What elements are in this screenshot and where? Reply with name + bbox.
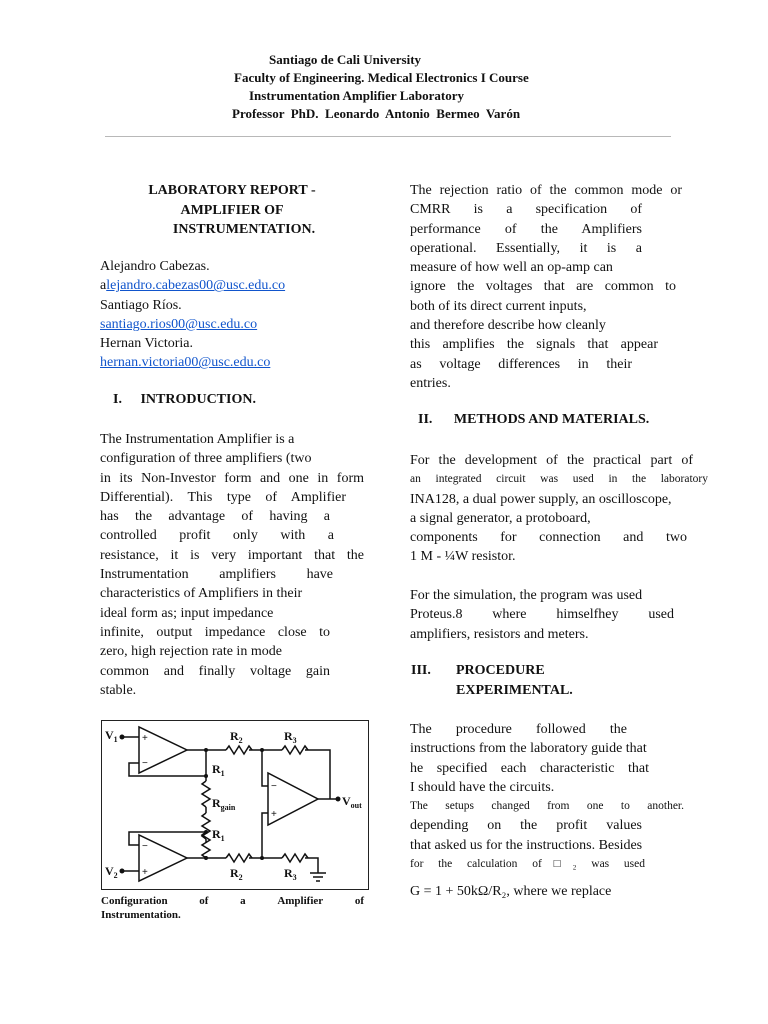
- r3-top-label: $R_3$: [284, 729, 297, 745]
- author-email-link[interactable]: hernan.victoria00@usc.edu.co: [100, 355, 271, 371]
- text-line: For the simulation, the program was used: [410, 588, 643, 603]
- text-line: performance of the Amplifiers: [410, 221, 642, 237]
- instrumentation-amplifier-figure: [101, 720, 369, 890]
- opamp-1-plus: +: [142, 733, 148, 744]
- v2-label: $V_2$: [105, 864, 118, 880]
- professor-name: Professor PhD. Leonardo Antonio Bermeo Varón: [232, 106, 521, 121]
- report-title-line: LABORATORY REPORT -: [148, 183, 316, 198]
- section-title: PROCEDURE: [456, 663, 545, 678]
- section-number: III.: [411, 663, 431, 678]
- header-divider: [105, 136, 671, 137]
- author-name: Hernan Victoria.: [100, 336, 193, 352]
- text-line: controlled profit only with a: [100, 528, 334, 544]
- r2-top-label: $R_2$: [230, 729, 243, 745]
- text-line: as voltage differences in their: [410, 356, 632, 372]
- circuit-diagram: [102, 721, 368, 889]
- university-name: Santiago de Cali University: [269, 52, 422, 67]
- section-heading: [418, 412, 649, 428]
- text-line: 1 M - ¼W resistor.: [410, 549, 516, 565]
- cmrr-paragraph: [410, 181, 682, 393]
- lab-title: Instrumentation Amplifier Laboratory: [249, 88, 464, 103]
- procedure-paragraph: [410, 720, 708, 874]
- text-line: CMRR is a specification of: [410, 202, 642, 218]
- vout-label: $V_{out}$: [342, 794, 362, 810]
- r2-top-zigzag: [226, 746, 252, 754]
- report-title: [100, 181, 364, 240]
- author-name: Santiago Ríos.: [100, 297, 182, 313]
- r1-top-label: $R_1$: [212, 762, 225, 778]
- opamp-2-plus: +: [142, 867, 148, 878]
- text-line: a signal generator, a protoboard,: [410, 510, 591, 526]
- text-line: operational. Essentially, it is a: [410, 240, 642, 256]
- section-title: EXPERIMENTAL.: [456, 683, 573, 698]
- faculty-course: Faculty of Engineering. Medical Electronics I Course: [234, 70, 529, 85]
- text-line: common and finally voltage gain: [100, 663, 330, 679]
- text-line: infinite, output impedance close to: [100, 624, 330, 640]
- section-heading: [411, 663, 573, 698]
- text-line: ideal form as; input impedance: [100, 605, 274, 621]
- text-line: he specified each characteristic that: [410, 760, 649, 776]
- simulation-paragraph: [410, 586, 682, 644]
- opamp-1-minus: −: [142, 758, 148, 769]
- author-email[interactable]: [100, 276, 364, 295]
- caption-line: Instrumentation.: [101, 909, 181, 921]
- ground-symbol: [310, 873, 326, 881]
- section-title: INTRODUCTION.: [140, 392, 256, 407]
- text-line: configuration of three amplifiers (two: [100, 451, 312, 467]
- text-line: an integrated circuit was used in the laboratory: [410, 473, 708, 486]
- r2-bottom-label: $R_2$: [230, 866, 243, 882]
- r3-bottom-label: $R_3$: [284, 866, 297, 882]
- text-line: and therefore describe how cleanly: [410, 318, 606, 334]
- r3-top-zigzag: [282, 746, 308, 754]
- opamp-3-plus: +: [271, 809, 277, 820]
- text-line: resistance, it is very important that the: [100, 547, 364, 563]
- text-line: that asked us for the instructions. Besides: [410, 837, 643, 853]
- gain-formula: G = 1 + 50kΩ/R₂, where we replace: [410, 884, 612, 899]
- text-line: The setups changed from one to another.: [410, 800, 684, 813]
- text-line: for the calculation of□₂ was used: [410, 858, 645, 871]
- report-title-line: AMPLIFIER OF: [180, 202, 284, 218]
- rgain-label: $R_{gain}$: [212, 796, 236, 812]
- text-line: characteristics of Amplifiers in their: [100, 586, 303, 602]
- text-line: Instrumentation amplifiers have: [100, 567, 333, 583]
- section-title: METHODS AND MATERIALS.: [453, 412, 650, 427]
- r1-top-zigzag: [202, 781, 210, 807]
- author-name: Alejandro Cabezas.: [100, 259, 210, 274]
- report-title-line: INSTRUMENTATION.: [172, 222, 316, 237]
- methods-paragraph: [410, 451, 708, 567]
- text-line: I should have the circuits.: [410, 779, 555, 795]
- author-email-prefix: a: [100, 278, 107, 294]
- section-number: I.: [113, 392, 122, 407]
- r3-bottom-zigzag: [282, 854, 308, 862]
- opamp-3-minus: −: [271, 781, 277, 792]
- text-line: components for connection and two: [410, 530, 687, 546]
- r1-bottom-label: $R_1$: [212, 827, 225, 843]
- figure-caption: [101, 894, 364, 922]
- introduction-paragraph: [100, 430, 364, 700]
- text-line: measure of how well an op-amp can: [410, 260, 613, 276]
- author-email-link[interactable]: santiago.rios00@usc.edu.co: [100, 316, 258, 332]
- text-line: this amplifies the signals that appear: [410, 337, 658, 353]
- caption-line: Configuration of a Amplifier of: [101, 895, 364, 907]
- author-email-link[interactable]: lejandro.cabezas00@usc.edu.co: [106, 278, 286, 294]
- text-line: has the advantage of having a: [100, 509, 330, 525]
- text-line: both of its direct current inputs,: [410, 298, 587, 314]
- section-number: II.: [418, 412, 433, 427]
- text-line: The procedure followed the: [410, 722, 627, 737]
- r1-bottom-zigzag: [202, 832, 210, 858]
- text-line: The Instrumentation Amplifier is a: [100, 432, 295, 447]
- author-list: [100, 257, 364, 373]
- text-line: depending on the profit values: [410, 818, 642, 834]
- text-line: For the development of the practical part of: [410, 453, 693, 468]
- text-line: entries.: [410, 375, 451, 391]
- text-line: zero, high rejection rate in mode: [100, 644, 282, 660]
- text-line: Differential). This type of Amplifier: [100, 489, 346, 505]
- text-line: Proteus.8 where himselfhey used: [410, 607, 674, 623]
- text-line: instructions from the laboratory guide that: [410, 741, 647, 757]
- text-line: stable.: [100, 682, 137, 698]
- text-line: INA128, a dual power supply, an oscilloscope,: [410, 491, 672, 507]
- v1-label: $V_1$: [105, 728, 118, 744]
- r2-bottom-zigzag: [226, 854, 252, 862]
- text-line: amplifiers, resistors and meters.: [410, 626, 589, 642]
- section-heading: [113, 392, 256, 408]
- opamp-2-minus: −: [142, 841, 148, 852]
- text-line: The rejection ratio of the common mode or: [410, 183, 682, 198]
- text-line: ignore the voltages that are common to: [410, 279, 676, 295]
- text-line: in its Non-Investor form and one in form: [100, 470, 364, 486]
